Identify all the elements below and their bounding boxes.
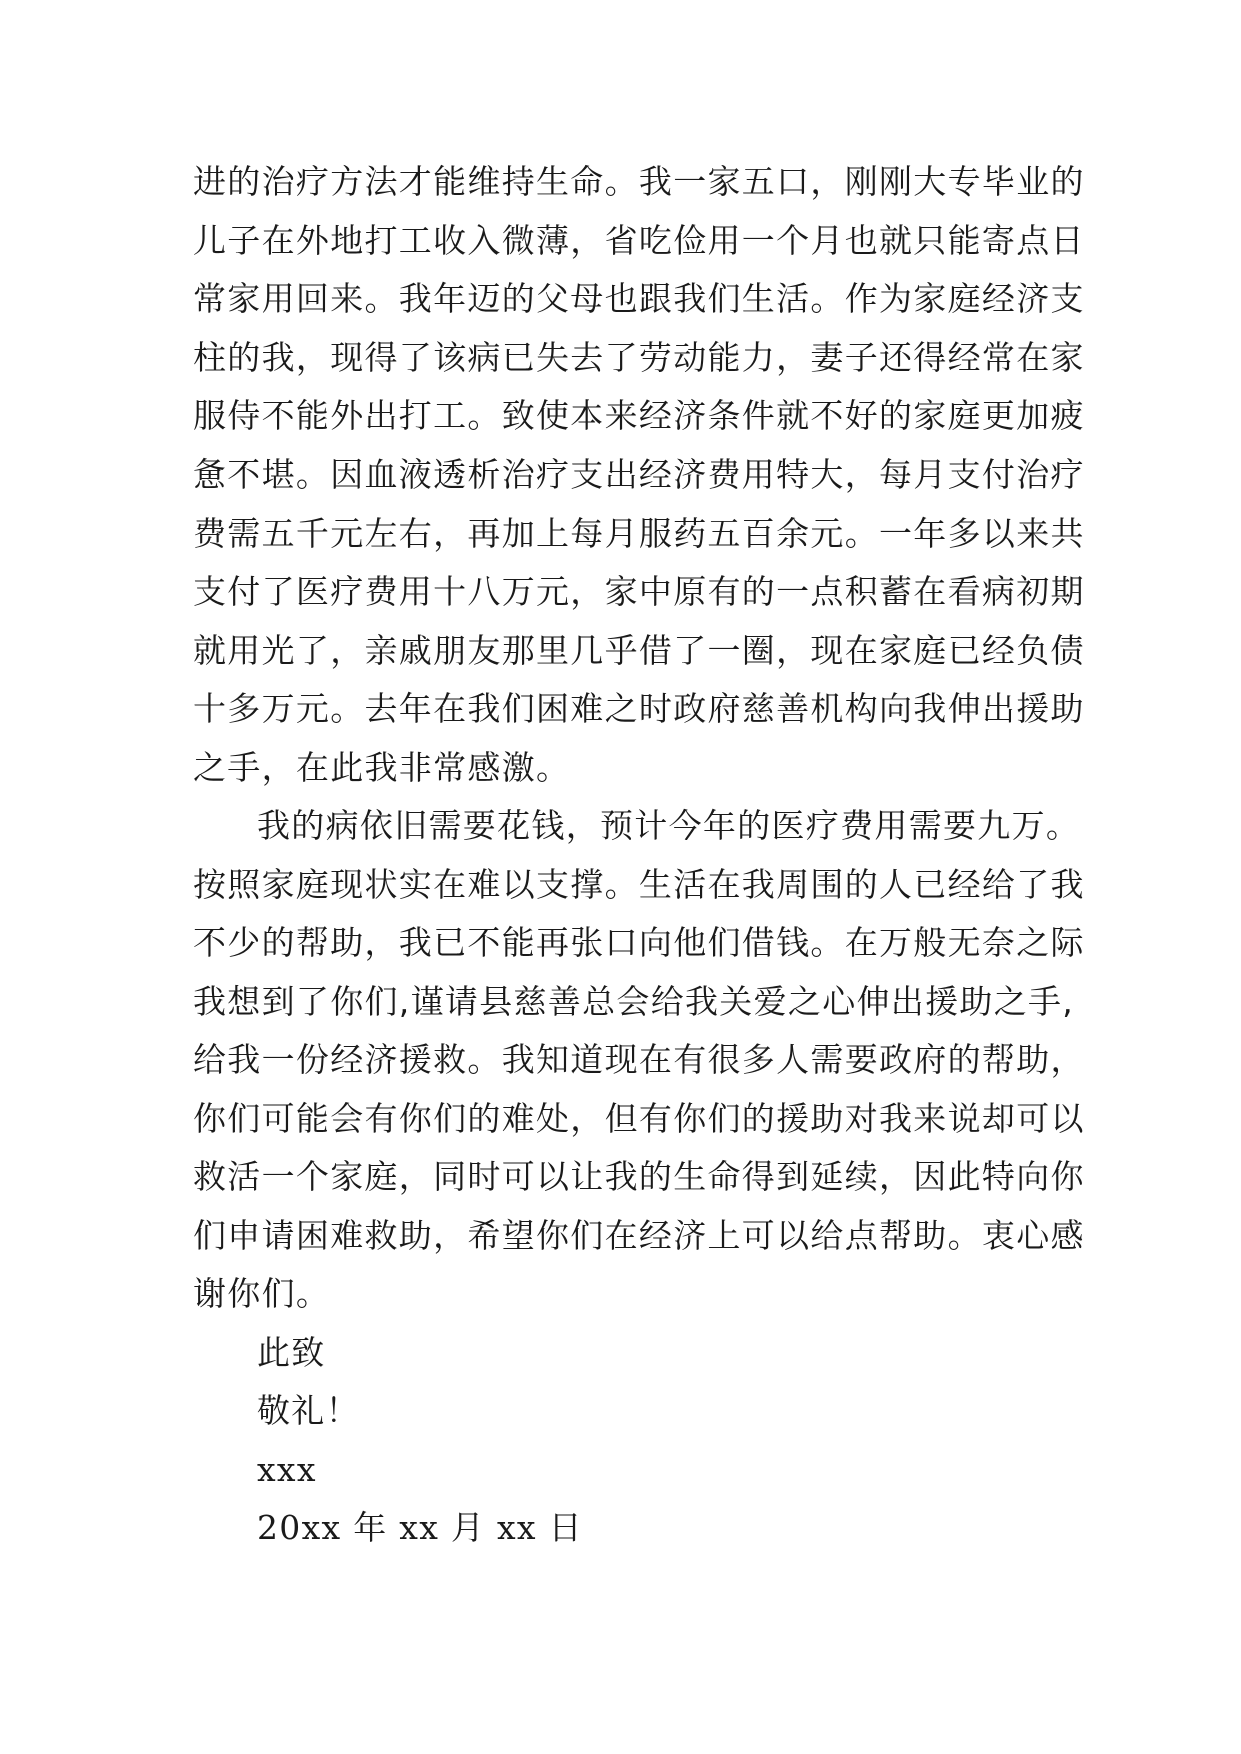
paragraph-line: 柱的我，现得了该病已失去了劳动能力，妻子还得经常在家 [193, 338, 1085, 377]
paragraph-line: 我的病依旧需要花钱，预计今年的医疗费用需要九万。 [257, 806, 1081, 845]
date: 20xx 年 xx 月 xx 日 [257, 1508, 583, 1547]
paragraph-line: 服侍不能外出打工。致使本来经济条件就不好的家庭更加疲 [193, 396, 1085, 435]
paragraph-line: 常家用回来。我年迈的父母也跟我们生活。作为家庭经济支 [193, 279, 1085, 318]
paragraph-line: 就用光了，亲戚朋友那里几乎借了一圈，现在家庭已经负债 [193, 631, 1085, 670]
paragraph-line: 我想到了你们,谨请县慈善总会给我关爱之心伸出援助之手, [193, 982, 1075, 1021]
paragraph-line: 按照家庭现状实在难以支撑。生活在我周围的人已经给了我 [193, 865, 1085, 904]
paragraph-line: 十多万元。去年在我们困难之时政府慈善机构向我伸出援助 [193, 689, 1085, 728]
paragraph-line: 进的治疗方法才能维持生命。我一家五口，刚刚大专毕业的 [193, 162, 1085, 201]
paragraph-line: 不少的帮助，我已不能再张口向他们借钱。在万般无奈之际 [193, 923, 1085, 962]
paragraph-line: 之手，在此我非常感激。 [193, 748, 571, 787]
paragraph-line: 谢你们。 [193, 1274, 331, 1313]
paragraph-line: 支付了医疗费用十八万元，家中原有的一点积蓄在看病初期 [193, 572, 1085, 611]
paragraph-line: 救活一个家庭，同时可以让我的生命得到延续，因此特向你 [193, 1157, 1085, 1196]
paragraph-line: 你们可能会有你们的难处，但有你们的援助对我来说却可以 [193, 1099, 1085, 1138]
closing-salute: 敬礼！ [257, 1391, 360, 1430]
paragraph-line: 惫不堪。因血液透析治疗支出经济费用特大，每月支付治疗 [193, 455, 1085, 494]
paragraph-line: 费需五千元左右，再加上每月服药五百余元。一年多以来共 [193, 514, 1085, 553]
paragraph-line: 们申请困难救助，希望你们在经济上可以给点帮助。衷心感 [193, 1216, 1085, 1255]
signature: xxx [257, 1450, 317, 1489]
paragraph-line: 给我一份经济援救。我知道现在有很多人需要政府的帮助， [193, 1040, 1085, 1079]
paragraph-line: 儿子在外地打工收入微薄，省吃俭用一个月也就只能寄点日 [193, 221, 1085, 260]
closing-greeting: 此致 [257, 1333, 326, 1372]
